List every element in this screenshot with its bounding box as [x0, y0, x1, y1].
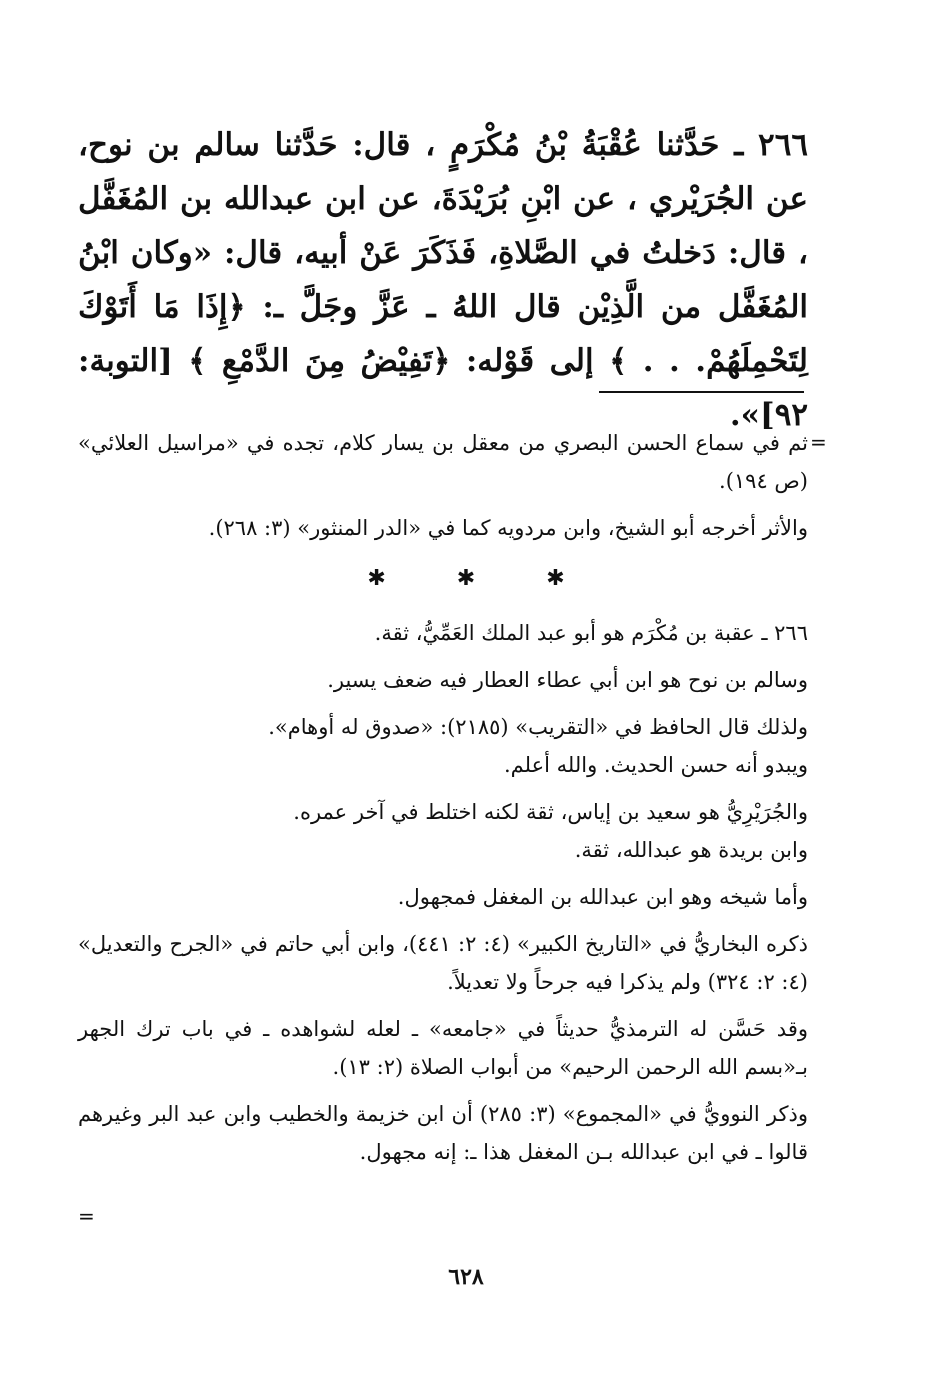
footnote-continued-paragraph: ثم في سماع الحسن البصري من معقل بن يسار كلام، تجده في «مراسيل العلائي» (ص ١٩٤).: [78, 431, 808, 493]
footnote-note: وابن بريدة هو عبدالله، ثقة.: [574, 838, 808, 862]
footnote-separator-rule: [599, 391, 804, 393]
footnote-note: ويبدو أنه حسن الحديث. والله أعلم.: [503, 753, 808, 777]
footnote-note: ذكره البخاريُّ في «التاريخ الكبير» (٤: ٢: ٤٤١)، وابن أبي حاتم في «الجرح والتعديل» (٤: ٢: ٣٢٤) ولم يذكرا فيه جرحاً ولا تعديلاً.: [78, 932, 808, 994]
star-ornament: ✱: [546, 566, 565, 591]
hadith-266-text: ٢٦٦ ـ حَدَّثنا عُقْبَةُ بْنُ مُكْرَمٍ ، قال: حَدَّثنا سالم بن نوح، عن الجُرَيْري ، عن ابْنِ بُرَيْدَةَ، عن ابن عبدالله بن المُغَفَّل ، قال: دَخلتُ في الصَّلاةِ، فَذَكَرَ عَنْ أبيه، قال: «وكان ابْنُ المُغَفَّل من الَّذِيْن قال اللهُ ـ عَزَّ وجَلَّ ـ: ﴿إِذَا مَا أَتَوْكَ لِتَحْمِلَهُمْ. . . ﴾ إلى قَوْله: ﴿تَفِيْضُ مِنَ الدَّمْعِ ﴾ [التوبة: ٩٢]».: [78, 127, 808, 433]
footnotes-block: [78, 424, 808, 1180]
footnote-note: ٢٦٦ ـ عقبة بن مُكْرَم هو أبو عبد الملك العَمِّيُّ، ثقة.: [374, 621, 808, 645]
footnote-continuation-mark-top: =: [810, 430, 827, 454]
section-separator-stars: [0, 566, 932, 592]
star-ornament: ✱: [456, 566, 476, 591]
footnote-note: وسالم بن نوح هو ابن أبي عطاء العطار فيه ضعف يسير.: [327, 668, 808, 692]
footnote-paragraph: والأثر أخرجه أبو الشيخ، وابن مردويه كما في «الدر المنثور» (٣: ٢٦٨).: [208, 516, 808, 540]
hadith-text-block: [78, 118, 808, 442]
footnote-note: وقد حَسَّن له الترمذيُّ حديثاً في «جامعه» ـ لعله لشواهده ـ في باب ترك الجهر بـ«بسم الله الرحمن الرحيم» من أبواب الصلاة (٢: ١٣).: [78, 1017, 808, 1079]
footnote-note: ولذلك قال الحافظ في «التقريب» (٢١٨٥): «صدوق له أوهام».: [268, 715, 808, 739]
star-ornament: ✱: [367, 566, 386, 591]
footnote-note: وأما شيخه وهو ابن عبدالله بن المغفل فمجهول.: [397, 885, 808, 909]
footnote-note: والجُرَيْرِيُّ هو سعيد بن إياس، ثقة لكنه اختلط في آخر عمره.: [293, 800, 808, 824]
footnote-continuation-mark-bottom: =: [78, 1204, 95, 1228]
footnote-note: وذكر النوويُّ في «المجموع» (٣: ٢٨٥) أن ابن خزيمة والخطيب وابن عبد البر وغيرهم قالوا ـ في ابن عبدالله بـن المغفل هذا ـ: إنه مجهول.: [78, 1102, 808, 1164]
page-number: ٦٢٨: [448, 1264, 484, 1290]
